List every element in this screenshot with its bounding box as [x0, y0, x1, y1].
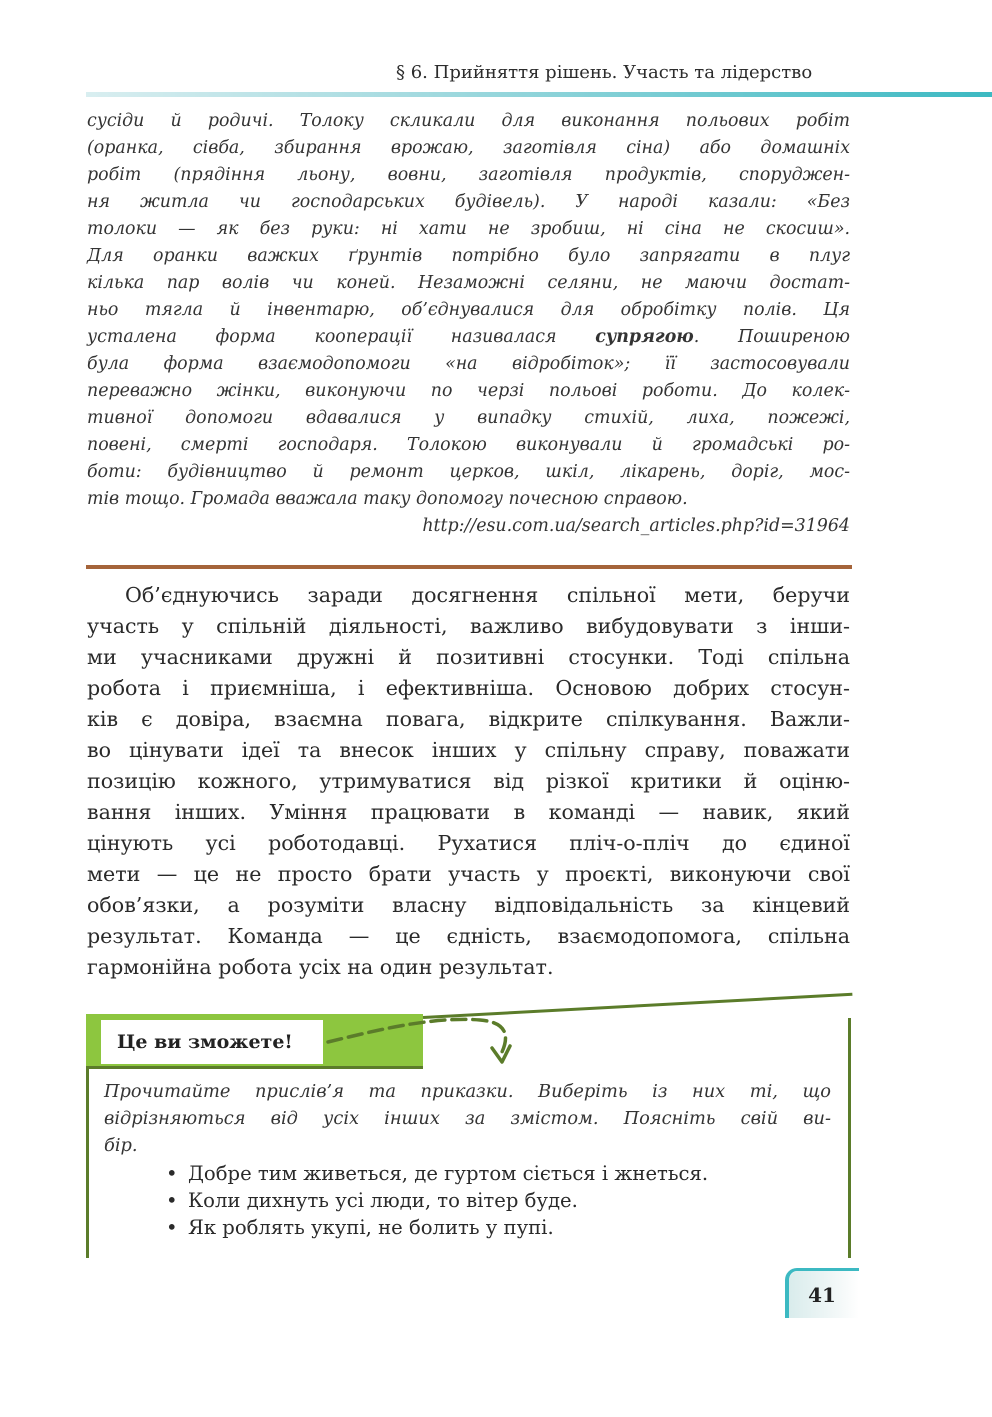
bullet-icon: •: [166, 1162, 178, 1185]
body-line: гармонійна робота усіх на один результат.: [87, 955, 554, 979]
term-supryaha: супрягою: [595, 327, 694, 347]
list-item: [166, 1214, 708, 1241]
bullet-icon: •: [166, 1189, 178, 1212]
task-frame-line: [86, 1068, 89, 1258]
proverb-text: Коли дихнуть усі люди, то вітер буде.: [188, 1189, 578, 1212]
task-frame-line: [848, 1018, 851, 1258]
quote-line: ня житла чи господарських будівель). У народі казали: «Без: [87, 192, 850, 212]
quote-line: Для оранки важких ґрунтів потрібно було запрягати в плуг: [87, 246, 850, 266]
task-instruction-line: Прочитайте прислів’я та приказки. Виберіть із них ті, що: [104, 1081, 831, 1102]
body-line: результат. Команда — це єдність, взаємодопомога, спільна: [87, 924, 850, 948]
body-line: участь у спільній діяльності, важливо вибудовувати з інши-: [87, 614, 850, 638]
dashed-arrow-icon: [320, 1012, 520, 1072]
quote-line: кілька пар волів чи коней. Незаможні селяни, не маючи достат-: [87, 273, 850, 293]
section-header: § 6. Прийняття рішень. Участь та лідерство: [396, 62, 813, 83]
header-rule: [86, 92, 992, 97]
task-instruction: [104, 1078, 831, 1159]
task-label: Це ви зможете!: [101, 1020, 323, 1064]
quote-line: повені, смерті господаря. Толокою виконували й громадські ро-: [87, 435, 850, 455]
body-line: обов’язки, а розуміти власну відповідальність за кінцевий: [87, 893, 850, 917]
quote-line: тів тощо. Громада вважала таку допомогу почесною справою.: [87, 489, 688, 509]
quote-line: переважно жінки, виконуючи по черзі польові роботи. До колек-: [87, 381, 850, 401]
body-paragraph: [87, 580, 850, 983]
body-line: мети — це не просто брати участь у проєкті, виконуючи свої: [87, 862, 850, 886]
proverb-list: [166, 1160, 708, 1241]
body-line: Об’єднуючись заради досягнення спільної мети, беручи: [125, 583, 850, 607]
proverb-text: Добре тим живеться, де гуртом сіється і жнеться.: [188, 1162, 709, 1185]
quote-text: . Поширеною: [693, 327, 850, 347]
quote-line: (оранка, сівба, збирання врожаю, заготівля сіна) або домашніх: [87, 138, 850, 158]
body-line: во цінувати ідеї та внесок інших у спільну справу, поважати: [87, 738, 850, 762]
task-instruction-line: бір.: [104, 1135, 138, 1156]
quote-line-with-term: [87, 324, 850, 351]
quote-line: сусіди й родичі. Толоку скликали для виконання польових робіт: [87, 111, 850, 131]
quote-line: толоки — як без руки: ні хати не зробиш, ні сіна не скосиш».: [87, 219, 850, 239]
body-line: робота і приємніша, і ефективніша. Основою добрих стосун-: [87, 676, 850, 700]
page-number: 41: [808, 1283, 836, 1307]
quote-block: [87, 108, 850, 540]
quote-text: усталена форма кооперації називалася: [87, 327, 596, 347]
quote-line: була форма взаємодопомоги «на відробіток»; її застосовували: [87, 354, 850, 374]
quote-line: ньо тягла й інвентарю, об’єднувалися для обробітку полів. Ця: [87, 300, 850, 320]
quote-divider: [86, 565, 852, 569]
body-line: цінують усі роботодавці. Рухатися пліч-о-пліч до єдиної: [87, 831, 850, 855]
body-line: позицію кожного, утримуватися від різкої критики й оціню-: [87, 769, 850, 793]
quote-source-link[interactable]: http://esu.com.ua/search_articles.php?id=31964: [422, 516, 850, 536]
list-item: [166, 1160, 708, 1187]
list-item: [166, 1187, 708, 1214]
body-line: ми учасниками дружні й позитивні стосунки. Тоді спільна: [87, 645, 850, 669]
body-line: вання інших. Уміння працювати в команді — навик, який: [87, 800, 850, 824]
quote-line: тивної допомоги вдавалися у випадку стихій, лиха, пожежі,: [87, 408, 850, 428]
proverb-text: Як роблять укупі, не болить у пупі.: [188, 1216, 554, 1239]
task-instruction-line: відрізняються від усіх інших за змістом. Поясніть свій ви-: [104, 1108, 831, 1129]
quote-line: боти: будівництво й ремонт церков, шкіл, лікарень, доріг, мос-: [87, 462, 850, 482]
quote-line: робіт (прядіння льону, вовни, заготівля продуктів, споруджен-: [87, 165, 850, 185]
body-line: ків є довіра, взаємна повага, відкрите спілкування. Важли-: [87, 707, 850, 731]
bullet-icon: •: [166, 1216, 178, 1239]
